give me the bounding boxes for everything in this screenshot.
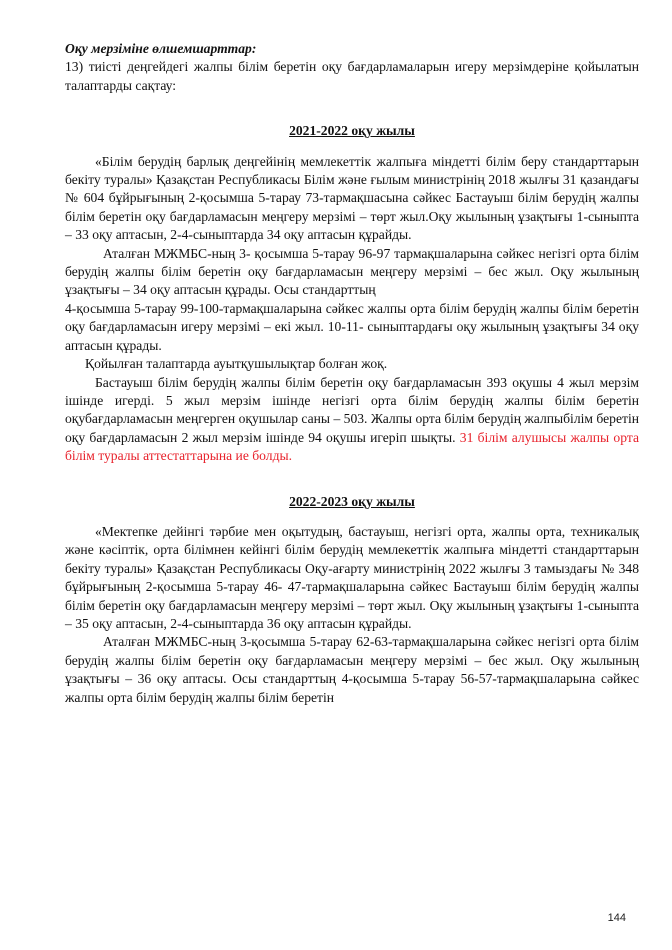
section-heading: Оқу мерзіміне өлшемшарттар: — [65, 41, 257, 56]
paragraph-2022-basic-secondary: Аталған МЖМБС-ның 3-қосымша 5-тарау 62-63-тармақшаларына сәйкес негізгі орта білім берудің жалпы білім беретін оқу бағдарламасын меңгеру мерзімі – бес жыл. Оқу жылының ұзақтығы – 36 оқу аптасы. Осы стандарттың 4-қосымша 5-тарау 56-57-тармақшаларына сәйкес жалпы орта білім берудің жалпы білім беретін — [65, 634, 639, 705]
paragraph-2021-no-deviations: Қойылған талаптарда ауытқушылықтар болған жоқ. — [85, 356, 388, 372]
paragraph-2021-basic-secondary: Аталған МЖМБС-ның 3- қосымша 5-тарау 96-97 тармақшаларына сәйкес негізгі орта білім берудің жалпы білім беретін оқу бағдарламасын меңгеру мерзімі – бес жыл. Оқу жылының ұзақтығы – 34 оқу аптасын құрады. Осы стандарттың — [65, 245, 639, 298]
page-number: 144 — [607, 912, 626, 924]
results-text: Бастауыш білім берудің жалпы білім беретін оқу бағдарламасын 393 оқушы 4 жыл мерзім ішінде игерді. 5 жыл мерзім ішінде негізгі орта білім берудің жалпы білім беретін оқубағдарламасын меңгерген оқушылар саны – 503. Жалпы орта білім берудің жалпыбілім беретін оқу бағдарламасын 2 жыл мерзім ішінде 94 оқушы игеріп шықты. — [65, 374, 639, 445]
criterion-text: 13) тиісті деңгейдегі жалпы білім беретін оқу бағдарламаларын игеру мерзімдеріне қойылатын талаптарды сақтау: — [65, 59, 639, 93]
paragraph-2021-standard: «Білім берудің барлық деңгейінің мемлекеттік жалпыға міндетті білім беру стандарттарын бекіту туралы» Қазақстан Республикасы Білім және ғылым министрінің 2018 жылғы 31 қазандағы № 604 бұйрығының 2-қосымша 5-тарау 73-тармақшасына сәйкес Бастауыш білім берудің жалпы білім беретін оқу бағдарламасын меңгеру мерзімі – төрт жыл.Оқу жылының ұзақтығы 1-сыныпта – 33 оқу аптасын, 2-4-сыныптарда 34 оқу аптасын құрайды. — [65, 153, 639, 243]
year-title-2021-2022: 2021-2022 оқу жылы — [289, 123, 415, 139]
year-title-2022-2023: 2022-2023 оқу жылы — [289, 493, 415, 509]
certificates-highlight: 31 білім алушысы жалпы орта білім туралы аттестаттарына ие болды. — [65, 429, 639, 464]
paragraph-2021-general-secondary: 4-қосымша 5-тарау 99-100-тармақшаларына сәйкес жалпы орта білім берудің жалпы білім беретін оқу бағдарламасын игеру мерзімі – екі жыл. 10-11- сыныптардағы оқу жылының ұзақтығы 34 оқу аптасын құрады. — [65, 300, 639, 353]
paragraph-2022-standard: «Мектепке дейінгі тәрбие мен оқытудың, бастауыш, негізгі орта, жалпы орта, техникалық және кәсіптік, орта білімнен кейінгі білім берудің мемлекеттік жалпыға міндетті стандарттарын бекіту туралы» Қазақстан Республикасы Оқу-ағарту министрінің 2022 жылғы 3 тамыздағы № 348 бұйрығының 2-қосымша 5-тарау 46- 47-тармақшаларына сәйкес Бастауыш білім берудің жалпы білім беретін оқу бағдарламасын меңгеру мерзімі – төрт жыл. Оқу жылының ұзақтығы 1-сыныпта – 35 оқу аптасын, 2-4-сыныптарда 36 оқу аптасын құрайды. — [65, 523, 639, 631]
paragraph-2021-results — [65, 374, 639, 466]
document-page — [65, 40, 639, 707]
